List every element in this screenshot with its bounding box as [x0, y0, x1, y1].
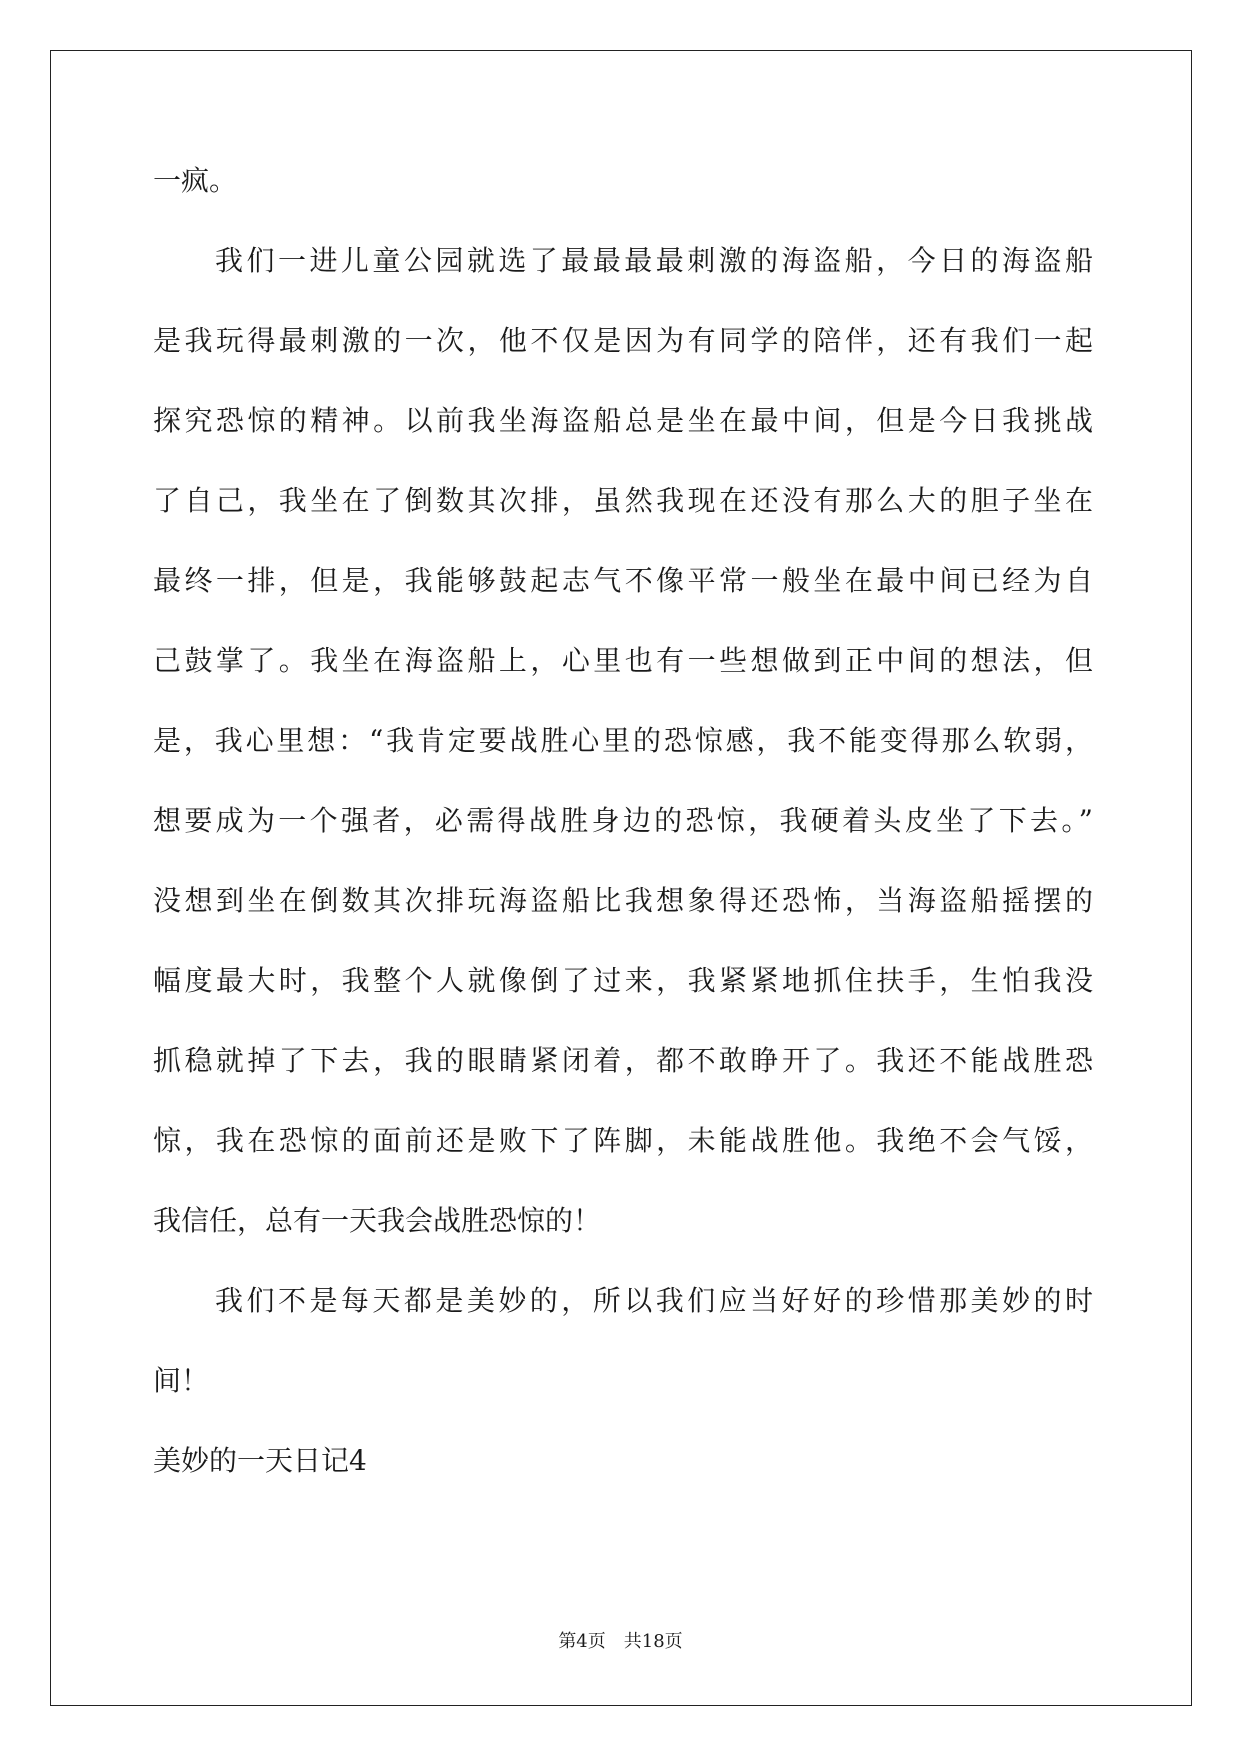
text-line: 最终一排，但是，我能够鼓起志气不像平常一般坐在最中间已经为自 [153, 564, 1093, 597]
text-line: 想要成为一个强者，必需得战胜身边的恐惊，我硬着头皮坐了下去。” [153, 804, 1093, 837]
text-line: 我们不是每天都是美妙的，所以我们应当好好的珍惜那美妙的时 [215, 1284, 1093, 1317]
text-line: 幅度最大时，我整个人就像倒了过来，我紧紧地抓住扶手，生怕我没 [153, 964, 1093, 997]
text-line: 是，我心里想：“我肯定要战胜心里的恐惊感，我不能变得那么软弱， [153, 724, 1093, 757]
page-number: 第4页 共18页 [558, 1631, 683, 1652]
text-line: 抓稳就掉了下去，我的眼睛紧闭着，都不敢睁开了。我还不能战胜恐 [153, 1044, 1093, 1077]
text-line: 我信任，总有一天我会战胜恐惊的！ [153, 1204, 602, 1237]
text-line: 惊，我在恐惊的面前还是败下了阵脚，未能战胜他。我绝不会气馁， [153, 1124, 1093, 1157]
text-line: 探究恐惊的精神。以前我坐海盗船总是坐在最中间，但是今日我挑战 [153, 404, 1093, 437]
text-line: 一疯。 [153, 164, 238, 197]
document-body [153, 156, 1093, 1516]
section-heading: 美妙的一天日记4 [153, 1444, 367, 1477]
text-line: 是我玩得最刺激的一次，他不仅是因为有同学的陪伴，还有我们一起 [153, 324, 1093, 357]
text-line: 间！ [153, 1364, 210, 1397]
text-line: 我们一进儿童公园就选了最最最最刺激的海盗船，今日的海盗船 [215, 244, 1093, 277]
text-line: 己鼓掌了。我坐在海盗船上，心里也有一些想做到正中间的想法，但 [153, 644, 1093, 677]
text-line: 没想到坐在倒数其次排玩海盗船比我想象得还恐怖，当海盗船摇摆的 [153, 884, 1093, 917]
text-line: 了自己，我坐在了倒数其次排，虽然我现在还没有那么大的胆子坐在 [153, 484, 1093, 517]
